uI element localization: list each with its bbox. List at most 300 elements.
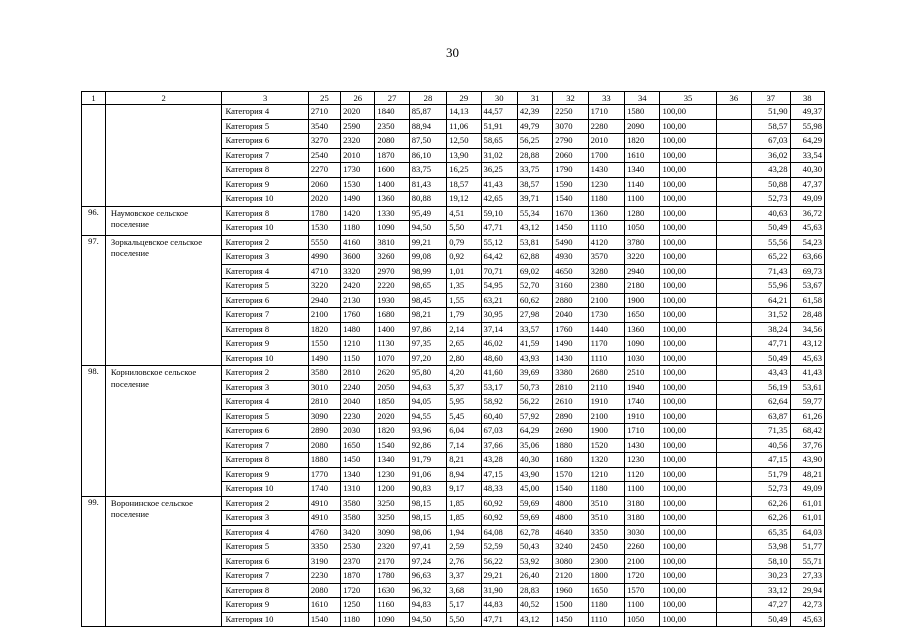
value-cell: 1050	[625, 221, 660, 236]
value-cell: 44,83	[481, 598, 517, 613]
table-body	[82, 92, 825, 627]
settlement-number: 97.	[82, 235, 106, 366]
category-cell: Категория 6	[222, 134, 308, 149]
value-cell: 100,00	[660, 380, 716, 395]
value-cell: 43,28	[481, 453, 517, 468]
value-cell: 2810	[308, 395, 340, 410]
value-cell: 35,06	[517, 438, 552, 453]
value-cell: 2090	[625, 119, 660, 134]
value-cell	[716, 598, 751, 613]
value-cell: 2120	[553, 569, 588, 584]
category-cell: Категория 2	[222, 235, 308, 250]
value-cell: 4640	[553, 525, 588, 540]
value-cell: 51,77	[790, 540, 824, 555]
value-cell: 3,68	[447, 583, 481, 598]
value-cell: 2110	[588, 380, 624, 395]
value-cell: 36,02	[752, 148, 791, 163]
value-cell: 3220	[308, 279, 340, 294]
value-cell	[716, 322, 751, 337]
value-cell: 55,12	[481, 235, 517, 250]
value-cell: 100,00	[660, 438, 716, 453]
value-cell: 2040	[341, 395, 375, 410]
value-cell: 50,49	[752, 221, 791, 236]
category-cell: Категория 2	[222, 496, 308, 511]
value-cell: 1540	[553, 192, 588, 207]
value-cell: 3010	[308, 380, 340, 395]
value-cell	[716, 540, 751, 555]
value-cell: 1100	[625, 192, 660, 207]
value-cell: 1880	[308, 453, 340, 468]
settlement-number: 99.	[82, 496, 106, 627]
value-cell: 95,49	[409, 206, 446, 221]
value-cell: 3540	[308, 119, 340, 134]
value-cell: 3030	[625, 525, 660, 540]
value-cell: 1150	[341, 351, 375, 366]
value-cell: 49,09	[790, 482, 824, 497]
value-cell: 100,00	[660, 221, 716, 236]
value-cell: 2020	[308, 192, 340, 207]
value-cell: 64,21	[752, 293, 791, 308]
column-header: 31	[517, 92, 552, 105]
value-cell: 60,40	[481, 409, 517, 424]
column-header: 29	[447, 92, 481, 105]
value-cell: 52,59	[481, 540, 517, 555]
page-number: 30	[446, 45, 459, 60]
value-cell: 3270	[308, 134, 340, 149]
value-cell: 70,71	[481, 264, 517, 279]
value-cell: 94,63	[409, 380, 446, 395]
value-cell: 52,73	[752, 192, 791, 207]
value-cell	[716, 293, 751, 308]
value-cell: 1680	[375, 308, 409, 323]
value-cell: 5,37	[447, 380, 481, 395]
value-cell: 1110	[588, 221, 624, 236]
value-cell: 1800	[588, 569, 624, 584]
value-cell	[716, 119, 751, 134]
value-cell: 42,39	[517, 105, 552, 120]
value-cell: 47,71	[481, 612, 517, 627]
value-cell: 100,00	[660, 598, 716, 613]
value-cell: 1330	[375, 206, 409, 221]
value-cell: 3240	[553, 540, 588, 555]
value-cell: 0,79	[447, 235, 481, 250]
value-cell: 1090	[375, 612, 409, 627]
value-cell: 2350	[375, 119, 409, 134]
value-cell: 2170	[375, 554, 409, 569]
value-cell	[716, 177, 751, 192]
value-cell: 100,00	[660, 250, 716, 265]
value-cell: 1780	[375, 569, 409, 584]
value-cell: 41,60	[481, 366, 517, 381]
value-cell: 1610	[308, 598, 340, 613]
value-cell: 4,20	[447, 366, 481, 381]
value-cell: 1680	[553, 453, 588, 468]
value-cell: 3580	[341, 496, 375, 511]
value-cell	[716, 554, 751, 569]
value-cell: 40,63	[752, 206, 791, 221]
value-cell: 81,43	[409, 177, 446, 192]
value-cell: 5490	[553, 235, 588, 250]
value-cell: 1180	[341, 221, 375, 236]
value-cell: 42,65	[481, 192, 517, 207]
value-cell: 1740	[308, 482, 340, 497]
value-cell: 1760	[553, 322, 588, 337]
value-cell: 28,48	[790, 308, 824, 323]
value-cell: 98,15	[409, 511, 446, 526]
value-cell: 2100	[625, 554, 660, 569]
value-cell: 2420	[341, 279, 375, 294]
value-cell: 100,00	[660, 119, 716, 134]
value-cell: 45,00	[517, 482, 552, 497]
value-cell: 1570	[625, 583, 660, 598]
value-cell: 58,10	[752, 554, 791, 569]
value-cell: 2790	[553, 134, 588, 149]
value-cell	[716, 424, 751, 439]
value-cell: 2320	[375, 540, 409, 555]
value-cell: 100,00	[660, 453, 716, 468]
value-cell: 1490	[308, 351, 340, 366]
value-cell: 61,01	[790, 511, 824, 526]
value-cell: 85,87	[409, 105, 446, 120]
value-cell: 61,26	[790, 409, 824, 424]
value-cell: 1340	[341, 467, 375, 482]
value-cell: 43,12	[790, 337, 824, 352]
value-cell: 2050	[375, 380, 409, 395]
column-header: 2	[105, 92, 222, 105]
value-cell: 1730	[588, 308, 624, 323]
value-cell	[716, 583, 751, 598]
value-cell: 62,88	[517, 250, 552, 265]
value-cell: 1210	[588, 467, 624, 482]
value-cell: 2890	[308, 424, 340, 439]
value-cell: 2100	[588, 293, 624, 308]
value-cell: 1740	[625, 395, 660, 410]
value-cell: 2810	[553, 380, 588, 395]
value-cell: 2130	[341, 293, 375, 308]
value-cell: 1910	[588, 395, 624, 410]
value-cell: 1030	[625, 351, 660, 366]
value-cell: 50,49	[752, 351, 791, 366]
value-cell: 50,88	[752, 177, 791, 192]
value-cell: 7,14	[447, 438, 481, 453]
value-cell: 58,92	[481, 395, 517, 410]
value-cell	[716, 409, 751, 424]
value-cell: 1250	[341, 598, 375, 613]
value-cell: 1900	[588, 424, 624, 439]
value-cell: 2690	[553, 424, 588, 439]
value-cell: 61,58	[790, 293, 824, 308]
category-cell: Категория 9	[222, 337, 308, 352]
value-cell: 1180	[588, 482, 624, 497]
category-cell: Категория 7	[222, 569, 308, 584]
column-header: 30	[481, 92, 517, 105]
value-cell: 43,28	[752, 163, 791, 178]
value-cell: 97,20	[409, 351, 446, 366]
value-cell: 48,33	[481, 482, 517, 497]
value-cell: 48,60	[481, 351, 517, 366]
value-cell: 1430	[625, 438, 660, 453]
value-cell: 1590	[553, 177, 588, 192]
value-cell: 1720	[625, 569, 660, 584]
value-cell: 50,73	[517, 380, 552, 395]
value-cell: 27,33	[790, 569, 824, 584]
category-cell: Категория 9	[222, 177, 308, 192]
value-cell: 97,35	[409, 337, 446, 352]
value-cell: 86,10	[409, 148, 446, 163]
column-header: 28	[409, 92, 446, 105]
value-cell: 51,79	[752, 467, 791, 482]
value-cell: 100,00	[660, 192, 716, 207]
value-cell: 87,50	[409, 134, 446, 149]
value-cell	[716, 250, 751, 265]
value-cell: 43,90	[790, 453, 824, 468]
value-cell: 1430	[588, 163, 624, 178]
value-cell: 55,56	[752, 235, 791, 250]
value-cell	[716, 308, 751, 323]
table-row	[82, 496, 825, 511]
value-cell: 38,57	[517, 177, 552, 192]
value-cell: 2010	[588, 134, 624, 149]
value-cell: 1820	[375, 424, 409, 439]
value-cell: 37,14	[481, 322, 517, 337]
value-cell: 47,27	[752, 598, 791, 613]
value-cell: 41,59	[517, 337, 552, 352]
value-cell: 1110	[588, 351, 624, 366]
value-cell: 1280	[625, 206, 660, 221]
value-cell: 1140	[625, 177, 660, 192]
value-cell: 95,80	[409, 366, 446, 381]
value-cell: 47,71	[481, 221, 517, 236]
value-cell: 2040	[553, 308, 588, 323]
value-cell: 3510	[588, 496, 624, 511]
value-cell: 1550	[308, 337, 340, 352]
value-cell: 55,34	[517, 206, 552, 221]
value-cell	[716, 221, 751, 236]
value-cell: 64,29	[790, 134, 824, 149]
value-cell: 1850	[375, 395, 409, 410]
value-cell: 1,35	[447, 279, 481, 294]
value-cell: 1770	[308, 467, 340, 482]
value-cell: 3570	[588, 250, 624, 265]
value-cell: 69,02	[517, 264, 552, 279]
value-cell: 99,08	[409, 250, 446, 265]
value-cell: 1450	[553, 612, 588, 627]
value-cell: 3420	[341, 525, 375, 540]
value-cell: 1360	[625, 322, 660, 337]
value-cell: 1930	[375, 293, 409, 308]
value-cell	[716, 511, 751, 526]
value-cell: 65,22	[752, 250, 791, 265]
value-cell: 1,55	[447, 293, 481, 308]
settlement-name: Корниловское сельское поселение	[105, 366, 222, 497]
value-cell: 62,64	[752, 395, 791, 410]
value-cell: 1600	[375, 163, 409, 178]
value-cell: 2540	[308, 148, 340, 163]
value-cell: 18,57	[447, 177, 481, 192]
value-cell: 30,23	[752, 569, 791, 584]
value-cell: 2320	[341, 134, 375, 149]
value-cell: 1,79	[447, 308, 481, 323]
value-cell: 56,25	[517, 134, 552, 149]
value-cell: 45,63	[790, 351, 824, 366]
value-cell: 53,81	[517, 235, 552, 250]
value-cell: 1110	[588, 612, 624, 627]
value-cell: 33,54	[790, 148, 824, 163]
value-cell: 5,95	[447, 395, 481, 410]
value-cell: 69,73	[790, 264, 824, 279]
value-cell: 40,30	[517, 453, 552, 468]
value-cell: 94,55	[409, 409, 446, 424]
value-cell: 1650	[341, 438, 375, 453]
value-cell: 100,00	[660, 293, 716, 308]
value-cell: 59,77	[790, 395, 824, 410]
value-cell: 1580	[625, 105, 660, 120]
value-cell: 100,00	[660, 337, 716, 352]
value-cell: 5,50	[447, 612, 481, 627]
value-cell: 2970	[375, 264, 409, 279]
value-cell: 1310	[341, 482, 375, 497]
value-cell: 1710	[588, 105, 624, 120]
column-header: 25	[308, 92, 340, 105]
value-cell: 1420	[341, 206, 375, 221]
value-cell: 2180	[625, 279, 660, 294]
value-cell: 57,92	[517, 409, 552, 424]
value-cell: 19,12	[447, 192, 481, 207]
value-cell: 1100	[625, 482, 660, 497]
value-cell: 40,56	[752, 438, 791, 453]
value-cell: 38,24	[752, 322, 791, 337]
column-header: 27	[375, 92, 409, 105]
value-cell: 100,00	[660, 279, 716, 294]
value-cell: 3250	[375, 511, 409, 526]
value-cell: 1440	[588, 322, 624, 337]
value-cell: 2450	[588, 540, 624, 555]
column-header: 26	[341, 92, 375, 105]
value-cell: 94,50	[409, 221, 446, 236]
value-cell	[716, 192, 751, 207]
value-cell: 1480	[341, 322, 375, 337]
value-cell: 49,79	[517, 119, 552, 134]
value-cell: 1900	[625, 293, 660, 308]
value-cell: 94,50	[409, 612, 446, 627]
value-cell: 16,25	[447, 163, 481, 178]
value-cell: 67,03	[481, 424, 517, 439]
value-cell: 2,65	[447, 337, 481, 352]
value-cell: 63,87	[752, 409, 791, 424]
value-cell	[716, 525, 751, 540]
value-cell: 33,12	[752, 583, 791, 598]
value-cell	[716, 380, 751, 395]
value-cell: 3350	[588, 525, 624, 540]
value-cell: 4800	[553, 496, 588, 511]
value-cell: 60,62	[517, 293, 552, 308]
value-cell: 1,85	[447, 496, 481, 511]
value-cell: 100,00	[660, 395, 716, 410]
value-cell: 100,00	[660, 322, 716, 337]
value-cell: 61,01	[790, 496, 824, 511]
value-cell: 2,14	[447, 322, 481, 337]
value-cell: 88,94	[409, 119, 446, 134]
value-cell: 100,00	[660, 351, 716, 366]
value-cell: 4710	[308, 264, 340, 279]
value-cell: 2020	[341, 105, 375, 120]
value-cell	[716, 337, 751, 352]
value-cell: 1540	[553, 482, 588, 497]
value-cell: 4910	[308, 496, 340, 511]
value-cell: 67,03	[752, 134, 791, 149]
value-cell: 3350	[308, 540, 340, 555]
value-cell: 1710	[625, 424, 660, 439]
value-cell: 2080	[308, 438, 340, 453]
value-cell	[716, 366, 751, 381]
value-cell	[716, 163, 751, 178]
value-cell: 1870	[341, 569, 375, 584]
category-cell: Категория 8	[222, 206, 308, 221]
value-cell: 100,00	[660, 105, 716, 120]
value-cell: 100,00	[660, 409, 716, 424]
value-cell: 1610	[625, 148, 660, 163]
value-cell: 3580	[308, 366, 340, 381]
value-cell: 1230	[625, 453, 660, 468]
value-cell: 2250	[553, 105, 588, 120]
value-cell: 1520	[588, 438, 624, 453]
value-cell: 1090	[375, 221, 409, 236]
value-cell: 50,49	[752, 612, 791, 627]
value-cell: 29,21	[481, 569, 517, 584]
value-cell: 2100	[308, 308, 340, 323]
settlement-name: Зоркальцевское сельское поселение	[105, 235, 222, 366]
value-cell	[716, 351, 751, 366]
value-cell: 100,00	[660, 511, 716, 526]
value-cell: 1720	[341, 583, 375, 598]
value-cell: 65,35	[752, 525, 791, 540]
value-cell	[716, 279, 751, 294]
value-cell: 47,15	[481, 467, 517, 482]
value-cell: 2,80	[447, 351, 481, 366]
value-cell: 2380	[588, 279, 624, 294]
value-cell	[716, 612, 751, 627]
value-cell: 1180	[588, 192, 624, 207]
value-cell: 59,69	[517, 496, 552, 511]
value-cell: 1820	[625, 134, 660, 149]
category-cell: Категория 4	[222, 395, 308, 410]
value-cell: 100,00	[660, 612, 716, 627]
value-cell: 3160	[553, 279, 588, 294]
value-cell: 4930	[553, 250, 588, 265]
value-cell: 100,00	[660, 308, 716, 323]
value-cell: 4910	[308, 511, 340, 526]
value-cell: 3,37	[447, 569, 481, 584]
category-cell: Категория 5	[222, 119, 308, 134]
value-cell: 30,95	[481, 308, 517, 323]
category-cell: Категория 8	[222, 163, 308, 178]
value-cell: 1820	[308, 322, 340, 337]
value-cell: 64,03	[790, 525, 824, 540]
value-cell: 63,21	[481, 293, 517, 308]
value-cell: 100,00	[660, 569, 716, 584]
value-cell: 100,00	[660, 235, 716, 250]
value-cell	[716, 148, 751, 163]
value-cell: 3510	[588, 511, 624, 526]
value-cell: 53,98	[752, 540, 791, 555]
value-cell: 1650	[588, 583, 624, 598]
column-header: 1	[82, 92, 106, 105]
value-cell: 64,08	[481, 525, 517, 540]
value-cell: 62,26	[752, 496, 791, 511]
value-cell: 2370	[341, 554, 375, 569]
value-cell: 0,92	[447, 250, 481, 265]
settlement-name: Воронинское сельское поселение	[105, 496, 222, 627]
